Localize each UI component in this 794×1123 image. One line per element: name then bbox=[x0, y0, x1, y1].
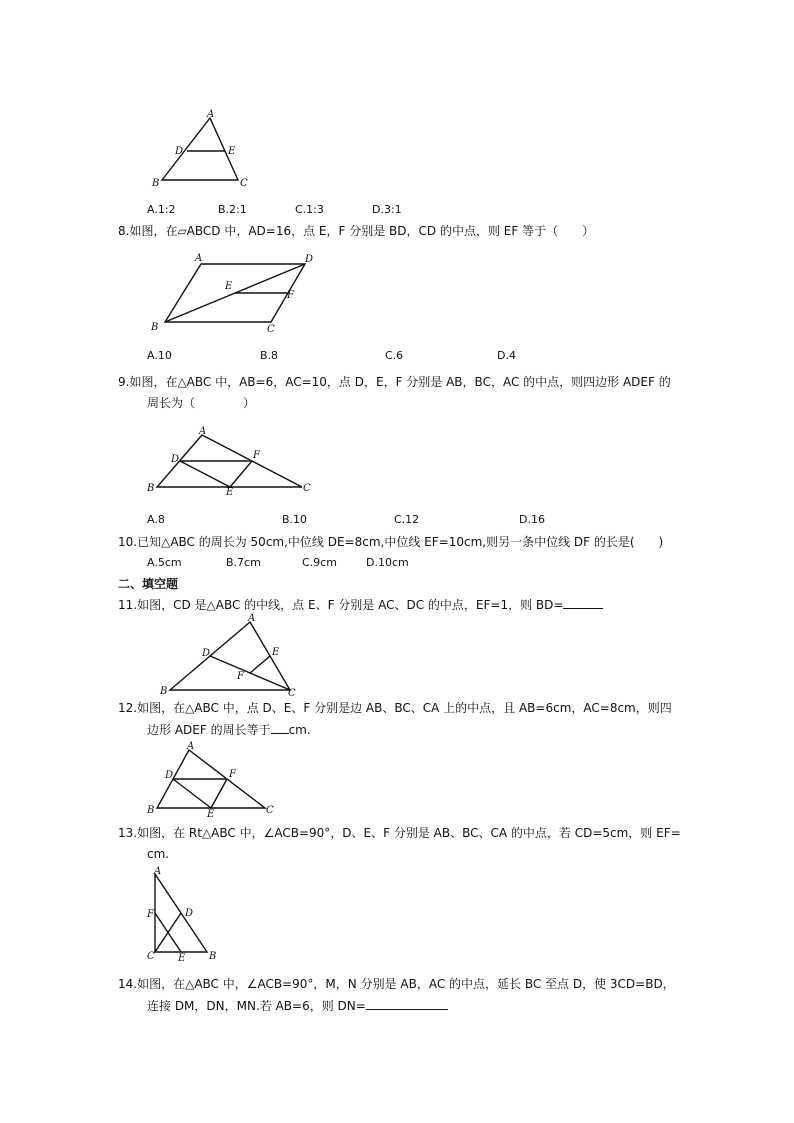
q7-option-d[interactable]: D.3:1 bbox=[372, 203, 402, 216]
vertex-label-c: C bbox=[147, 951, 155, 962]
section-heading-fill-in: 二、填空题 bbox=[118, 577, 179, 591]
vertex-label-b: B bbox=[147, 805, 155, 816]
vertex-label-e: E bbox=[225, 281, 233, 292]
vertex-label-b: B bbox=[152, 178, 160, 189]
q9-option-c[interactable]: C.12 bbox=[394, 513, 420, 526]
vertex-label-d: D bbox=[202, 648, 211, 659]
q12-text: 边形 ADEF 的周长等于 bbox=[147, 723, 271, 737]
vertex-label-f: F bbox=[147, 909, 154, 920]
q13-question-line2: cm. bbox=[147, 847, 170, 861]
q14-text: 连接 DM，DN，MN.若 AB=6，则 DN= bbox=[147, 999, 366, 1013]
q14-question-line2 bbox=[147, 997, 448, 1014]
vertex-label-b: B bbox=[160, 686, 168, 697]
vertex-label-c: C bbox=[288, 688, 296, 699]
vertex-label-f: F bbox=[253, 450, 260, 461]
vertex-label-a: A bbox=[199, 426, 207, 437]
vertex-label-c: C bbox=[267, 324, 275, 335]
q10-option-d[interactable]: D.10cm bbox=[366, 556, 409, 569]
q9-option-a[interactable]: A.8 bbox=[147, 513, 165, 526]
q7-option-b[interactable]: B.2:1 bbox=[218, 203, 247, 216]
q8-option-c[interactable]: C.6 bbox=[385, 349, 404, 362]
q13-figure bbox=[145, 864, 235, 968]
q12-figure bbox=[145, 740, 285, 818]
vertex-label-f: F bbox=[237, 671, 244, 682]
q8-option-d[interactable]: D.4 bbox=[497, 349, 516, 362]
vertex-label-d: D bbox=[165, 770, 174, 781]
vertex-label-d: D bbox=[185, 908, 194, 919]
vertex-label-a: A bbox=[195, 253, 203, 264]
q7-option-a[interactable]: A.1:2 bbox=[147, 203, 176, 216]
q10-option-c[interactable]: C.9cm bbox=[302, 556, 337, 569]
vertex-label-a: A bbox=[154, 866, 162, 877]
vertex-label-e: E bbox=[178, 953, 186, 964]
q11-question bbox=[118, 596, 603, 613]
q11-answer-blank[interactable] bbox=[563, 596, 603, 609]
q9-question-line1: 9.如图，在△ABC 中，AB=6，AC=10，点 D，E，F 分别是 AB，BC，AC 的中点，则四边形 ADEF 的 bbox=[118, 375, 671, 389]
q11-figure bbox=[158, 612, 308, 698]
q9-option-b[interactable]: B.10 bbox=[282, 513, 308, 526]
vertex-label-a: A bbox=[207, 109, 215, 120]
q9-figure bbox=[145, 425, 315, 498]
q11-text: 11.如图，CD 是△ABC 的中线，点 E、F 分别是 AC、DC 的中点，EF=1，则 BD= bbox=[118, 598, 564, 612]
q9-option-d[interactable]: D.16 bbox=[519, 513, 545, 526]
q7-figure bbox=[148, 108, 258, 190]
vertex-label-e: E bbox=[272, 647, 280, 658]
q10-question: 10.已知△ABC 的周长为 50cm,中位线 DE=8cm,中位线 EF=10cm,则另一条中位线 DF 的长是( ) bbox=[118, 535, 664, 549]
vertex-label-c: C bbox=[266, 805, 274, 816]
q12-question-line1: 12.如图，在△ABC 中，点 D、E、F 分别是边 AB、BC、CA 上的中点，且 AB=6cm，AC=8cm，则四 bbox=[118, 701, 672, 715]
vertex-label-e: E bbox=[207, 809, 215, 820]
q8-question: 8.如图，在▱ABCD 中，AD=16，点 E，F 分别是 BD，CD 的中点，则 EF 等于（ ） bbox=[118, 224, 595, 238]
q7-option-c[interactable]: C.1:3 bbox=[295, 203, 324, 216]
vertex-label-f: F bbox=[287, 290, 294, 301]
q9-question-line2: 周长为（ ） bbox=[147, 396, 256, 410]
vertex-label-c: C bbox=[303, 483, 311, 494]
vertex-label-a: A bbox=[187, 741, 195, 752]
q12-answer-blank[interactable] bbox=[271, 721, 289, 734]
vertex-label-d: D bbox=[171, 454, 180, 465]
vertex-label-d: D bbox=[175, 146, 184, 157]
q14-answer-blank[interactable] bbox=[366, 997, 448, 1010]
vertex-label-b: B bbox=[147, 483, 155, 494]
vertex-label-f: F bbox=[229, 769, 236, 780]
q12-unit: cm. bbox=[288, 723, 311, 737]
vertex-label-d: D bbox=[305, 254, 314, 265]
q10-option-b[interactable]: B.7cm bbox=[226, 556, 261, 569]
q13-question-line1: 13.如图，在 Rt△ABC 中，∠ACB=90°，D、E、F 分别是 AB、BC、CA 的中点，若 CD=5cm，则 EF= bbox=[118, 826, 681, 840]
q8-figure bbox=[145, 248, 325, 338]
q14-question-line1: 14.如图，在△ABC 中，∠ACB=90°，M，N 分别是 AB，AC 的中点，延长 BC 至点 D，使 3CD=BD， bbox=[118, 977, 675, 991]
q10-option-a[interactable]: A.5cm bbox=[147, 556, 182, 569]
q12-question-line2 bbox=[147, 721, 311, 738]
vertex-label-a: A bbox=[248, 613, 256, 624]
vertex-label-b: B bbox=[151, 322, 159, 333]
q8-option-b[interactable]: B.8 bbox=[260, 349, 279, 362]
vertex-label-e: E bbox=[228, 146, 236, 157]
vertex-label-c: C bbox=[240, 178, 248, 189]
q8-option-a[interactable]: A.10 bbox=[147, 349, 172, 362]
vertex-label-e: E bbox=[226, 487, 234, 498]
vertex-label-b: B bbox=[209, 951, 217, 962]
